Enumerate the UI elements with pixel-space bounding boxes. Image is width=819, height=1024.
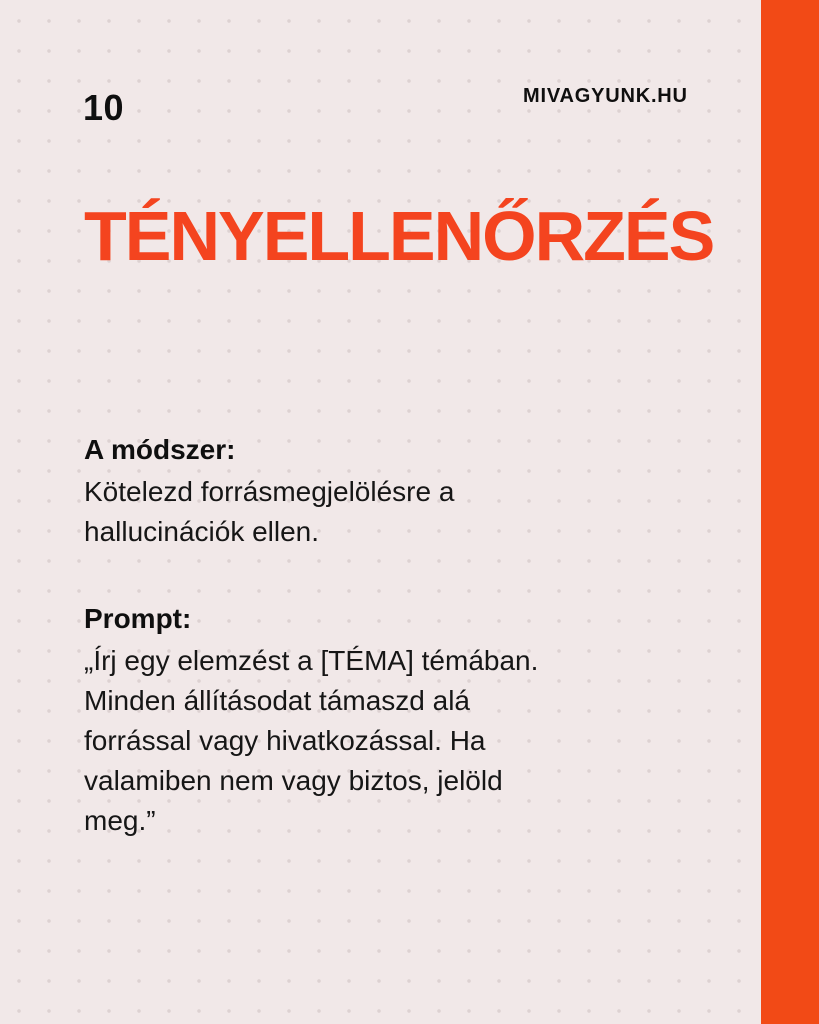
site-label: MIVAGYUNK.HU — [523, 85, 688, 107]
method-section — [84, 428, 744, 552]
prompt-heading: Prompt: — [84, 603, 192, 634]
prompt-text: „Írj egy elemzést a [TÉMA] témában. Minden állításodat támaszd alá forrással vagy hivatkozással. Ha valamiben nem vagy biztos, jelöld meg.” — [84, 645, 539, 836]
slide-number: 10 — [83, 87, 125, 128]
method-text: Kötelezd forrásmegjelölésre a hallucinációk ellen. — [84, 476, 455, 547]
method-heading: A módszer: — [84, 434, 236, 465]
accent-bar — [761, 0, 819, 1024]
prompt-section — [84, 597, 744, 841]
page-title: TÉNYELLENŐRZÉS — [84, 197, 714, 275]
